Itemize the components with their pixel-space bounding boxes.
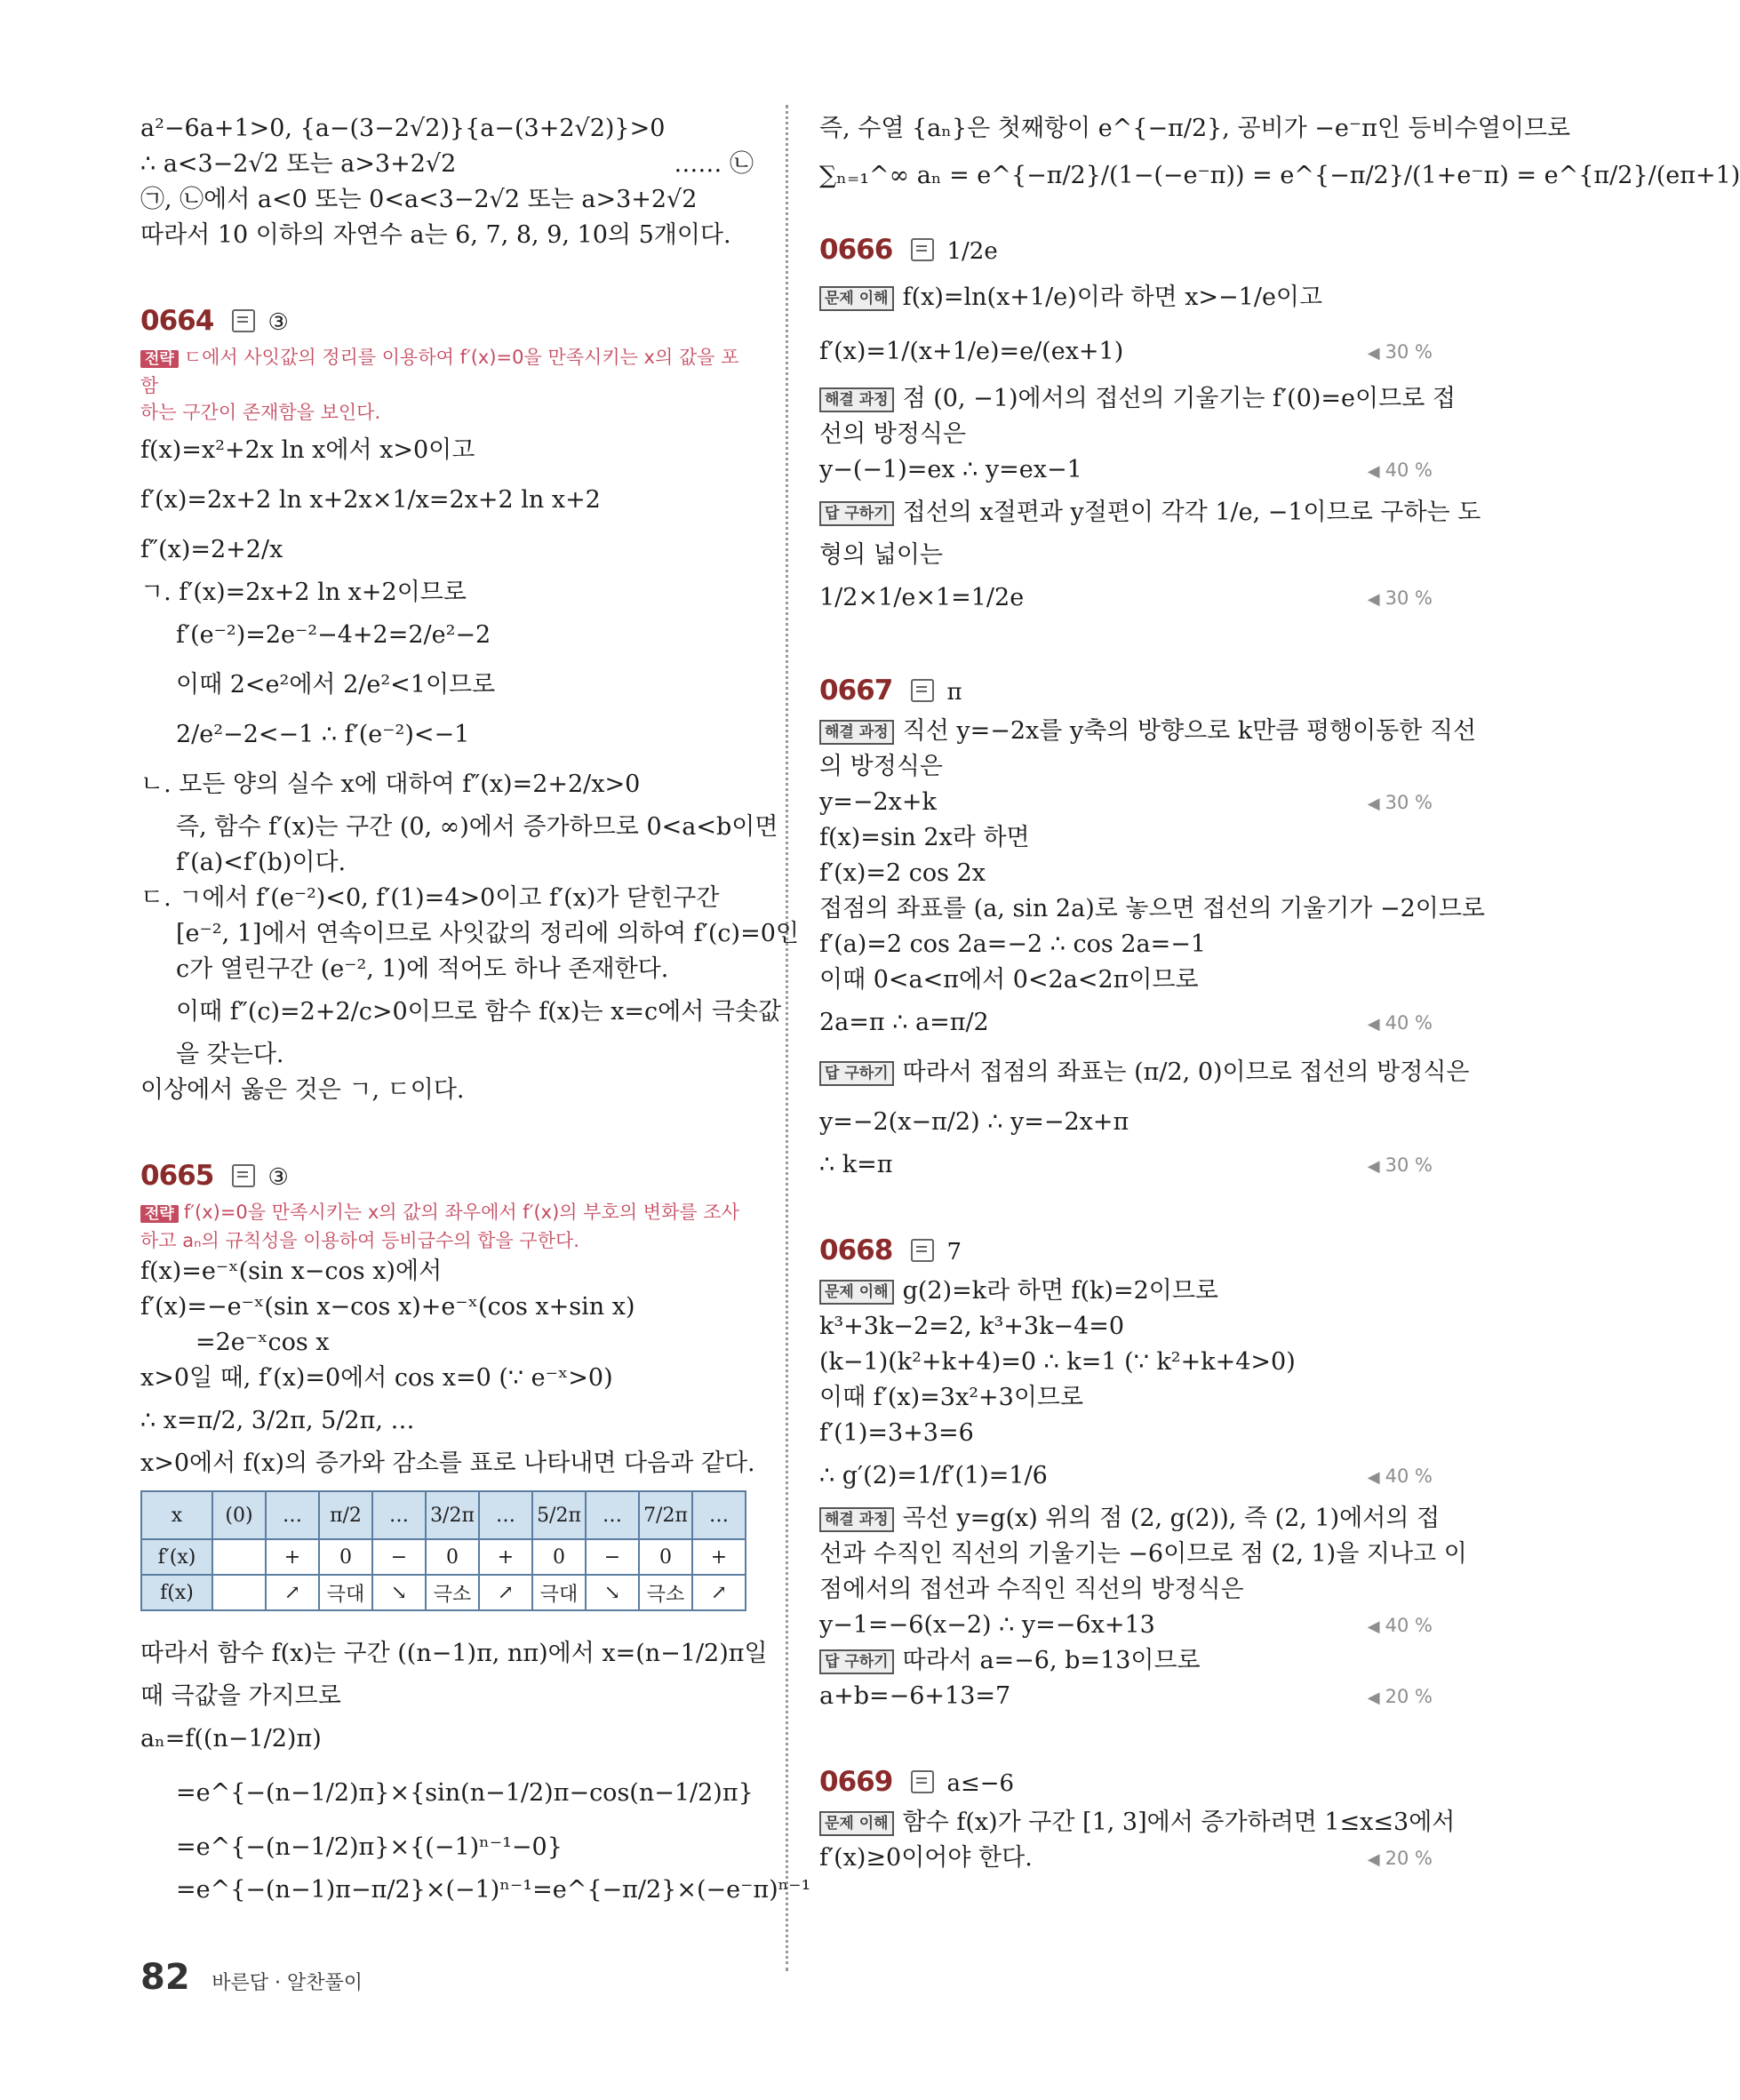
solution-line: 형의 넓이는: [819, 541, 943, 569]
answer-value: ③: [267, 309, 289, 336]
solution-line: =e^{−(n−1/2)π}×{sin(n−1/2)π−cos(n−1/2)π}: [176, 1779, 754, 1807]
solution-line: f′(x)=1/(x+1/e)=e/(ex+1) ◀ 30 %: [819, 323, 1433, 381]
solution-line: 문제 이해 함수 f(x)가 구간 [1, 3]에서 증가하려면 1≤x≤3에서: [819, 1805, 1433, 1840]
solution-line: 접점의 좌표를 (a, sin 2a)로 놓으면 접선의 기울기가 −2이므로: [819, 895, 1486, 922]
solution-line: 따라서 함수 f(x)는 구간 ((n−1)π, nπ)에서 x=(n−1/2)π일: [140, 1640, 768, 1667]
score-percent: ◀ 30 %: [1367, 1154, 1433, 1176]
solution-line: ㄷ. ㄱ에서 f′(e⁻²)<0, f′(1)=4>0이고 f′(x)가 닫힌구간: [140, 884, 720, 912]
problem-header-0666: [819, 227, 1433, 273]
book-title: 바른답 · 알찬풀이: [212, 1972, 363, 1994]
solution-line: 의 방정식은: [819, 753, 943, 780]
left-triangle-icon: ◀: [1367, 1015, 1380, 1034]
circled-marker: …… ㉡: [674, 150, 754, 178]
solution-line: f(x)=e⁻ˣ(sin x−cos x)에서: [140, 1258, 443, 1285]
problem-number: 0668: [819, 1234, 893, 1266]
solution-line: f′(x)=−e⁻ˣ(sin x−cos x)+e⁻ˣ(cos x+sin x): [140, 1293, 635, 1321]
solution-line: y=−2(x−π/2) ∴ y=−2x+π: [819, 1108, 1129, 1136]
left-triangle-icon: ◀: [1367, 1689, 1380, 1707]
solution-line: 선과 수직인 직선의 기울기는 −6이므로 점 (2, 1)을 지나고 이: [819, 1540, 1467, 1568]
step-tag: 해결 과정: [819, 720, 894, 745]
solution-line: y=−2x+k ◀ 30 %: [819, 785, 1433, 820]
solution-line: f(x)=sin 2x라 하면: [819, 824, 1030, 851]
solution-line: y−1=−6(x−2) ∴ y=−6x+13 ◀ 40 %: [819, 1608, 1433, 1643]
solution-line: ∴ g′(2)=1/f′(1)=1/6 ◀ 40 %: [819, 1451, 1433, 1501]
solution-line: c가 열린구간 (e⁻², 1)에 적어도 하나 존재한다.: [176, 955, 669, 983]
problem-number: 0667: [819, 675, 893, 707]
solution-line: 문제 이해 g(2)=k라 하면 f(k)=2이므로: [819, 1274, 1433, 1309]
step-tag: 해결 과정: [819, 387, 894, 412]
solution-line: 답 구하기 따라서 접점의 좌표는 (π/2, 0)이므로 접선의 방정식은: [819, 1048, 1433, 1098]
answer-value: a≤−6: [946, 1770, 1015, 1797]
solution-line: ㄴ. 모든 양의 실수 x에 대하여 f″(x)=2+2/x>0: [140, 771, 641, 798]
score-percent: ◀ 30 %: [1367, 792, 1433, 813]
left-triangle-icon: ◀: [1367, 1468, 1380, 1487]
strategy-note: 전략 ㄷ에서 사잇값의 정리를 이용하여 f′(x)=0을 만족시키는 x의 값을 포함 하는 구간이 존재함을 보인다.: [140, 347, 739, 423]
score-percent: ◀ 30 %: [1367, 341, 1433, 363]
solution-line: 점에서의 접선과 수직인 직선의 방정식은: [819, 1576, 1244, 1603]
step-tag: 문제 이해: [819, 1811, 894, 1836]
solution-line: f″(x)=2+2/x: [140, 536, 283, 563]
table-row: x (0) … π/2 … 3/2π … 5/2π … 7/2π …: [141, 1491, 746, 1539]
solution-line: f′(x)=2x+2 ln x+2x×1/x=2x+2 ln x+2: [140, 486, 601, 514]
answer-box-icon: [911, 679, 934, 702]
table-row: f(x) ↗ 극대 ↘ 극소 ↗ 극대 ↘ 극소 ↗: [141, 1575, 746, 1610]
left-triangle-icon: ◀: [1367, 794, 1380, 813]
solution-line: f′(1)=3+3=6: [819, 1419, 974, 1447]
strategy-note: 전략 f′(x)=0을 만족시키는 x의 값의 좌우에서 f′(x)의 부호의 변화를 조사 하고 aₙ의 규칙성을 이용하여 등비급수의 합을 구한다.: [140, 1202, 739, 1251]
solution-line: =e^{−(n−1/2)π}×{(−1)ⁿ⁻¹−0}: [176, 1833, 563, 1861]
solution-line: x>0일 때, f′(x)=0에서 cos x=0 (∵ e⁻ˣ>0): [140, 1364, 613, 1392]
solution-line: aₙ=f((n−1/2)π): [140, 1725, 322, 1753]
answer-box-icon: [911, 238, 934, 261]
problem-header-0669: [819, 1759, 1433, 1805]
solution-line: =e^{−(n−1)π−π/2}×(−1)ⁿ⁻¹=e^{−π/2}×(−e⁻π)ⁿ⁻¹: [176, 1876, 811, 1904]
solution-line: 을 갖는다.: [176, 1041, 284, 1068]
answer-box-icon: [232, 309, 255, 332]
left-triangle-icon: ◀: [1367, 1617, 1380, 1636]
solution-line: 이상에서 옳은 것은 ㄱ, ㄷ이다.: [140, 1076, 465, 1104]
solution-line: 이때 f′(x)=3x²+3이므로: [819, 1384, 1084, 1411]
strategy-tag: 전략: [140, 1205, 179, 1223]
solution-line: 때 극값을 가지므로: [140, 1682, 341, 1710]
answer-value: ③: [267, 1164, 289, 1191]
solution-line: ㄱ. f′(x)=2x+2 ln x+2이므로: [140, 579, 467, 606]
intro-line: a²−6a+1>0, {a−(3−2√2)}{a−(3+2√2)}>0: [140, 115, 666, 142]
solution-line: 이때 2<e²에서 2/e²<1이므로: [176, 671, 496, 699]
answer-box-icon: [911, 1770, 934, 1793]
solution-line: (k−1)(k²+k+4)=0 ∴ k=1 (∵ k²+k+4>0): [819, 1348, 1296, 1376]
solution-line: 2/e²−2<−1 ∴ f′(e⁻²)<−1: [176, 721, 470, 748]
solution-line: 이때 0<a<π에서 0<2a<2π이므로: [819, 966, 1199, 994]
solution-line: f′(a)<f′(b)이다.: [176, 849, 347, 876]
problem-header-0664: [140, 298, 754, 344]
answer-box-icon: [232, 1164, 255, 1187]
problem-header-0667: [819, 667, 1433, 714]
solution-line: 답 구하기 접선의 x절편과 y절편이 각각 1/e, −1이므로 구하는 도: [819, 488, 1433, 538]
solution-line: 이때 f″(c)=2+2/c>0이므로 함수 f(x)는 x=c에서 극솟값: [176, 998, 782, 1026]
left-triangle-icon: ◀: [1367, 1850, 1380, 1869]
solution-line: 즉, 수열 {aₙ}은 첫째항이 e^{−π/2}, 공비가 −e⁻π인 등비수열이므로: [819, 115, 1571, 142]
solution-line: [e⁻², 1]에서 연속이므로 사잇값의 정리에 의하여 f′(c)=0인: [176, 920, 799, 947]
left-triangle-icon: ◀: [1367, 590, 1380, 609]
solution-line: 해결 과정 직선 y=−2x를 y축의 방향으로 k만큼 평행이동한 직선: [819, 714, 1433, 749]
sign-table: [140, 1490, 746, 1611]
answer-value: 1/2e: [946, 238, 998, 265]
solution-line: x>0에서 f(x)의 증가와 감소를 표로 나타내면 다음과 같다.: [140, 1449, 755, 1477]
intro-line: 따라서 10 이하의 자연수 a는 6, 7, 8, 9, 10의 5개이다.: [140, 221, 731, 249]
strategy-tag: 전략: [140, 350, 179, 368]
solution-line: 해결 과정 곡선 y=g(x) 위의 점 (2, g(2)), 즉 (2, 1)에서의 접: [819, 1501, 1433, 1537]
intro-line: ㉠, ㉡에서 a<0 또는 0<a<3−2√2 또는 a>3+2√2: [140, 186, 698, 213]
problem-header-0665: [140, 1153, 754, 1199]
page-footer: [140, 1951, 363, 2004]
score-percent: ◀ 20 %: [1367, 1848, 1433, 1869]
solution-line: ∴ k=π ◀ 30 %: [819, 1147, 1433, 1183]
left-column: [140, 111, 811, 1908]
solution-line: y−(−1)=ex ∴ y=ex−1 ◀ 40 %: [819, 452, 1433, 488]
solution-line: ∑ₙ₌₁^∞ aₙ = e^{−π/2}/(1−(−e⁻π)) = e^{−π/2}/(1+e⁻π) = e^{π/2}/(eπ+1): [819, 162, 1740, 189]
step-tag: 해결 과정: [819, 1507, 894, 1532]
left-triangle-icon: ◀: [1367, 1157, 1380, 1176]
solution-line: f(x)=x²+2x ln x에서 x>0이고: [140, 436, 475, 464]
right-column: [819, 111, 1740, 1876]
intro-line: ∴ a<3−2√2 또는 a>3+2√2 …… ㉡: [140, 147, 754, 182]
solution-line: f′(x)=2 cos 2x: [819, 859, 986, 887]
step-tag: 문제 이해: [819, 286, 894, 311]
problem-number: 0666: [819, 234, 893, 266]
solution-line: f′(a)=2 cos 2a=−2 ∴ cos 2a=−1: [819, 930, 1207, 958]
left-triangle-icon: ◀: [1367, 462, 1380, 481]
answer-value: 7: [946, 1239, 962, 1266]
solution-line: k³+3k−2=2, k³+3k−4=0: [819, 1313, 1125, 1340]
solution-line: 2a=π ∴ a=π/2 ◀ 40 %: [819, 998, 1433, 1048]
score-percent: ◀ 30 %: [1367, 587, 1433, 609]
problem-header-0668: [819, 1227, 1433, 1274]
problem-number: 0665: [140, 1160, 214, 1192]
page-number: 82: [140, 1957, 190, 1998]
score-percent: ◀ 40 %: [1367, 1615, 1433, 1636]
step-tag: 답 구하기: [819, 501, 894, 526]
score-percent: ◀ 20 %: [1367, 1686, 1433, 1707]
step-tag: 문제 이해: [819, 1280, 894, 1305]
score-percent: ◀ 40 %: [1367, 459, 1433, 481]
solution-line: 문제 이해 f(x)=ln(x+1/e)이라 하면 x>−1/e이고: [819, 273, 1433, 323]
solution-line: 1/2×1/e×1=1/2e ◀ 30 %: [819, 573, 1433, 623]
solution-line: f′(e⁻²)=2e⁻²−4+2=2/e²−2: [176, 621, 491, 649]
table-row: f′(x) + 0 − 0 + 0 − 0 +: [141, 1539, 746, 1575]
solution-line: 답 구하기 따라서 a=−6, b=13이므로: [819, 1643, 1433, 1679]
score-percent: ◀ 40 %: [1367, 1012, 1433, 1034]
problem-number: 0664: [140, 305, 214, 337]
left-triangle-icon: ◀: [1367, 344, 1380, 363]
solution-line: 즉, 함수 f′(x)는 구간 (0, ∞)에서 증가하므로 0<a<b이면: [176, 813, 778, 841]
score-percent: ◀ 40 %: [1367, 1465, 1433, 1487]
solution-line: 선의 방정식은: [819, 420, 967, 448]
column-divider: [786, 105, 788, 1971]
problem-number: 0669: [819, 1766, 893, 1798]
step-tag: 답 구하기: [819, 1061, 894, 1086]
solution-line: a+b=−6+13=7 ◀ 20 %: [819, 1679, 1433, 1714]
solution-line: =2e⁻ˣcos x: [196, 1329, 330, 1356]
answer-box-icon: [911, 1239, 934, 1262]
solution-line: f′(x)≥0이어야 한다. ◀ 20 %: [819, 1840, 1433, 1876]
step-tag: 답 구하기: [819, 1649, 894, 1674]
answer-value: π: [946, 679, 962, 706]
solution-line: 해결 과정 점 (0, −1)에서의 접선의 기울기는 f′(0)=e이므로 접: [819, 381, 1433, 417]
solution-line: ∴ x=π/2, 3/2π, 5/2π, …: [140, 1407, 415, 1434]
